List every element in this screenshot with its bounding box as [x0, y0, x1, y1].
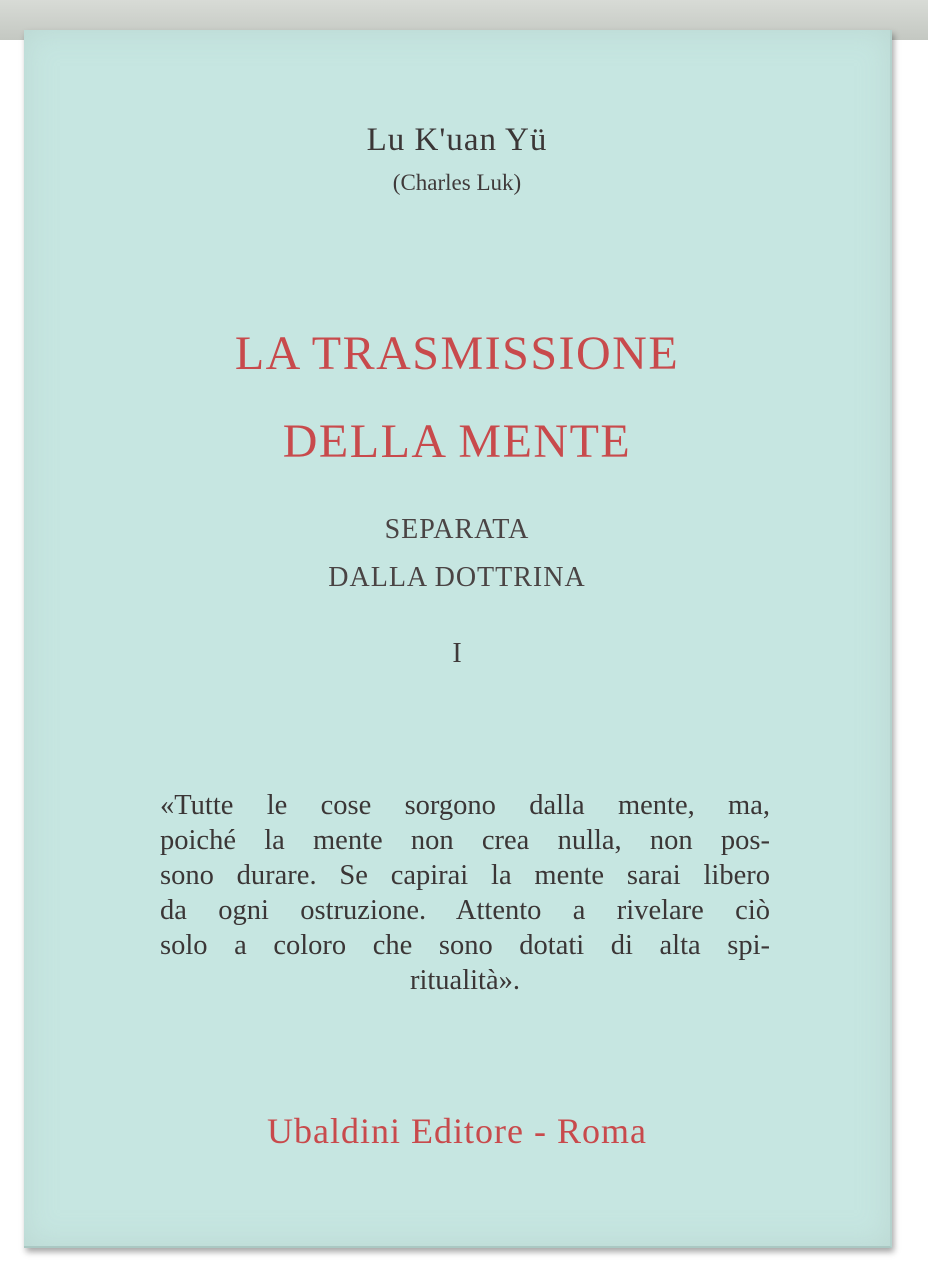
quote-line: solo a coloro che sono dotati di alta spi- — [160, 930, 770, 961]
subtitle-line-2: DALLA DOTTRINA — [328, 562, 586, 593]
book-cover — [24, 30, 892, 1248]
quote-line: «Tutte le cose sorgono dalla mente, ma, — [160, 790, 770, 821]
subtitle-line-1: SEPARATA — [384, 514, 530, 545]
quote-line: ritualità». — [409, 965, 520, 996]
volume-number: I — [452, 638, 462, 669]
cover-quote — [160, 788, 770, 998]
publisher-name: Ubaldini Editore - Roma — [267, 1111, 647, 1151]
quote-line: da ogni ostruzione. Attento a rivelare ciò — [160, 895, 770, 926]
quote-line: poiché la mente non crea nulla, non pos- — [160, 825, 770, 856]
title-line-2: DELLA MENTE — [282, 415, 632, 468]
author-alias: (Charles Luk) — [392, 170, 522, 195]
quote-line: sono durare. Se capirai la mente sarai libero — [160, 860, 770, 891]
title-line-1: LA TRASMISSIONE — [234, 327, 680, 380]
author-name: Lu K'uan Yü — [366, 122, 548, 158]
